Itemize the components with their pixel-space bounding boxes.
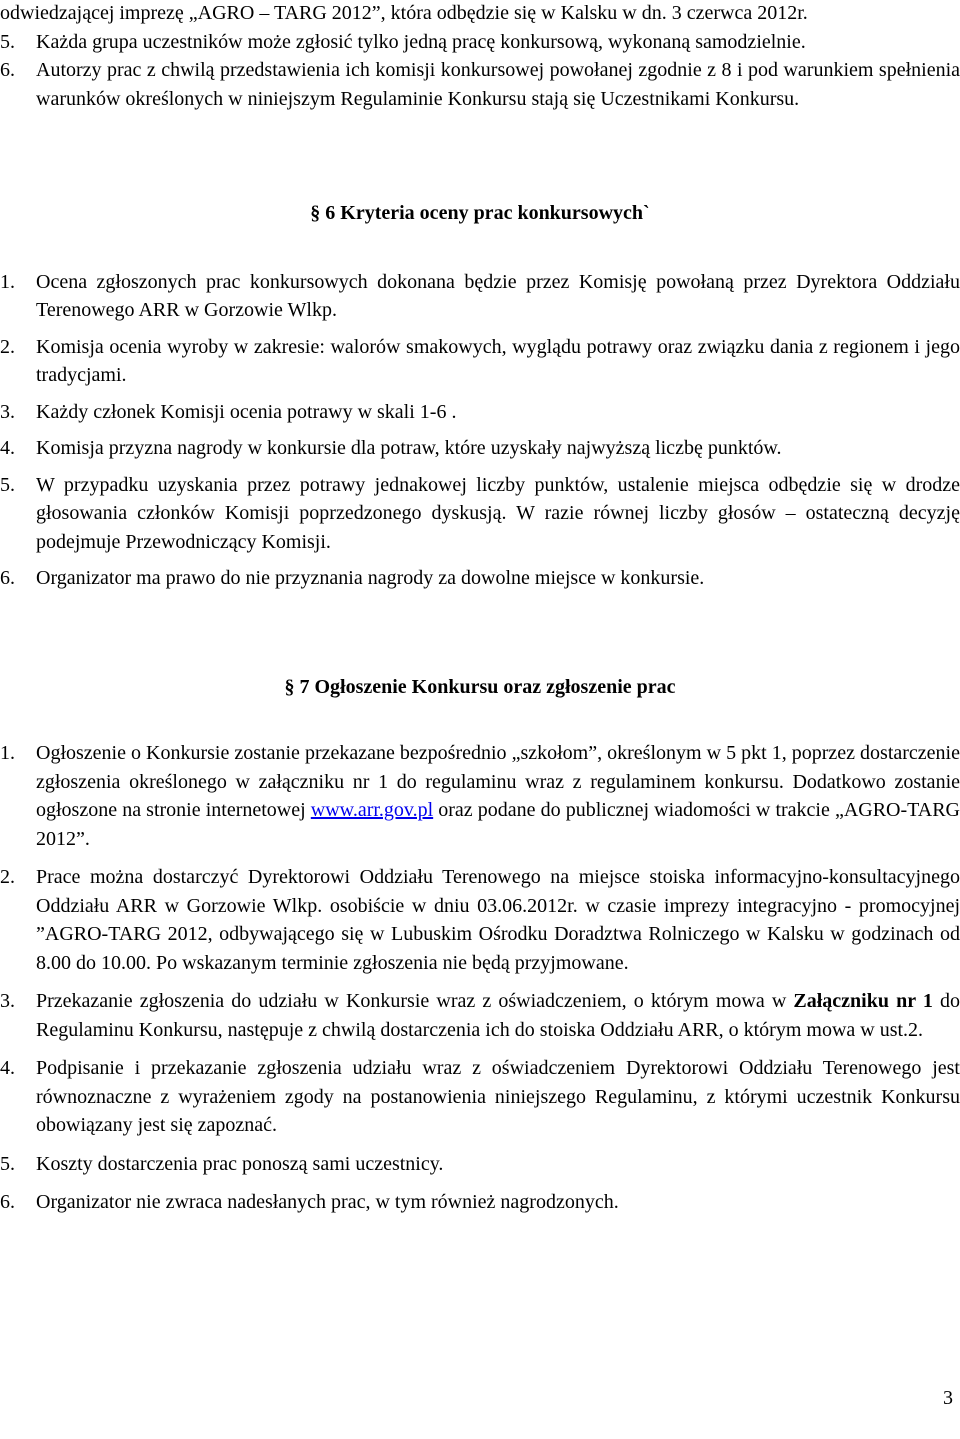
spacer	[0, 701, 960, 739]
item-number: 4.	[0, 1057, 15, 1079]
list-item	[0, 987, 960, 1044]
list-item	[0, 564, 960, 593]
section-mark: §	[310, 202, 321, 224]
item-number: 1.	[0, 742, 15, 764]
list-item	[0, 863, 960, 977]
item-number: 1.	[0, 270, 15, 293]
list-item	[0, 56, 960, 113]
spacer	[0, 228, 960, 268]
page-number: 3	[943, 1387, 953, 1409]
item-number: 4.	[0, 437, 15, 459]
section-mark: §	[284, 675, 295, 698]
list-item	[0, 398, 960, 427]
item-number: 3.	[0, 990, 15, 1012]
spacer	[0, 113, 960, 199]
item-number: 6.	[0, 59, 15, 81]
item-text: Organizator nie zwraca nadesłanych prac, w tym również nagrodzonych.	[36, 1191, 619, 1213]
item-text: Każda grupa uczestników może zgłosić tylko jedną pracę konkursową, wykonaną samodzielnie.	[36, 30, 806, 53]
item-number: 2.	[0, 335, 15, 358]
list-item	[0, 333, 960, 390]
item-text: Komisja ocenia wyroby w zakresie: walorów smakowych, wyglądu potrawy oraz związku dania z regionem i jego tradycjami.	[36, 335, 960, 386]
item-number: 5.	[0, 473, 15, 496]
item-text: Prace można dostarczyć Dyrektorowi Oddziału Terenowego na miejsce stoiska informacyjno-konsultacyjnego Oddziału ARR w Gorzowie Wlkp. osobiście w dniu 03.06.2012r. w czasie imprezy integracyjno - promocyjnej ”AGRO-TARG 2012, odbywającego się w Lubuskim Ośrodku Doradztwa Rolniczego w Kalsku w godzinach od 8.00 do 10.00. Po wskazanym terminie zgłoszenia nie będą przyjmowane.	[36, 866, 960, 974]
item-text: Komisja przyzna nagrody w konkursie dla potraw, które uzyskały najwyższą liczbę punktów.	[36, 437, 782, 459]
list-item	[0, 1188, 960, 1217]
website-link[interactable]: www.arr.gov.pl	[310, 799, 434, 821]
item-text: Ogłoszenie o Konkursie zostanie przekazane bezpośrednio „szkołom”, określonym w 5 pkt 1, poprzez dostarczenie zgłoszenia określonego w załączniku nr 1 do regulaminu wraz z regulaminem konkursu. Dodatkowo zostanie ogłoszone na stronie internetowej www.arr.gov.pl oraz podane do publicznej wiadomości w trakcie „AGRO-TARG 2012”.	[36, 742, 960, 850]
list-item	[0, 739, 960, 853]
item-number: 5.	[0, 30, 15, 53]
item-number: 6.	[0, 1191, 15, 1213]
list-item	[0, 268, 960, 325]
item-text: Każdy członek Komisji ocenia potrawy w skali 1-6 .	[36, 400, 457, 423]
list-item	[0, 471, 960, 557]
item-text: Ocena zgłoszonych prac konkursowych dokonana będzie przez Komisję powołaną przez Dyrektora Oddziału Terenowego ARR w Gorzowie Wlkp.	[36, 270, 960, 321]
list-item	[0, 1054, 960, 1140]
item-text: Koszty dostarczenia prac ponoszą sami uczestnicy.	[36, 1152, 444, 1175]
item-text: Autorzy prac z chwilą przedstawienia ich komisji konkursowej powołanej zgodnie z 8 i pod warunkiem spełnienia warunków określonych w niniejszym Regulaminie Konkursu stają się Uczestnikami Konkursu.	[36, 59, 960, 110]
list-item	[0, 28, 960, 57]
item-number: 5.	[0, 1152, 15, 1175]
item-text: Organizator ma prawo do nie przyznania nagrody za dowolne miejsce w konkursie.	[36, 567, 705, 589]
item-number: 2.	[0, 866, 15, 888]
intro-paragraph: odwiedzającej imprezę „AGRO – TARG 2012”, która odbędzie się w Kalsku w dn. 3 czerwca 2012r.	[0, 2, 808, 24]
item-number: 3.	[0, 400, 15, 423]
item-text: Podpisanie i przekazanie zgłoszenia udziału wraz z oświadczeniem Dyrektorowi Oddziału Terenowego jest równoznaczne z wyrażeniem zgody na postanowienia niniejszego Regulaminu, z którymi uczestnik Konkursu obowiązany jest się zapoznać.	[36, 1057, 960, 1136]
section-heading-6: § 6 Kryteria oceny prac konkursowych`	[310, 202, 650, 224]
item-text: W przypadku uzyskania przez potrawy jednakowej liczby punktów, ustalenie miejsca odbędzie się w drodze głosowania członków Komisji poprzedzonego dyskusją. W razie równej liczby głosów – ostateczną decyzję podejmuje Przewodniczący Komisji.	[36, 473, 960, 553]
attachment-reference: Załączniku nr 1	[793, 990, 933, 1012]
list-item	[0, 434, 960, 463]
item-number: 6.	[0, 567, 15, 589]
list-item	[0, 1150, 960, 1179]
section-heading-7: § 7 Ogłoszenie Konkursu oraz zgłoszenie prac	[284, 675, 676, 698]
spacer	[0, 593, 960, 673]
item-text: Przekazanie zgłoszenia do udziału w Konkursie wraz z oświadczeniem, o którym mowa w Załączniku nr 1 do Regulaminu Konkursu, następuje z chwilą dostarczenia ich do stoiska Oddziału ARR, o którym mowa w ust.2.	[36, 990, 960, 1041]
